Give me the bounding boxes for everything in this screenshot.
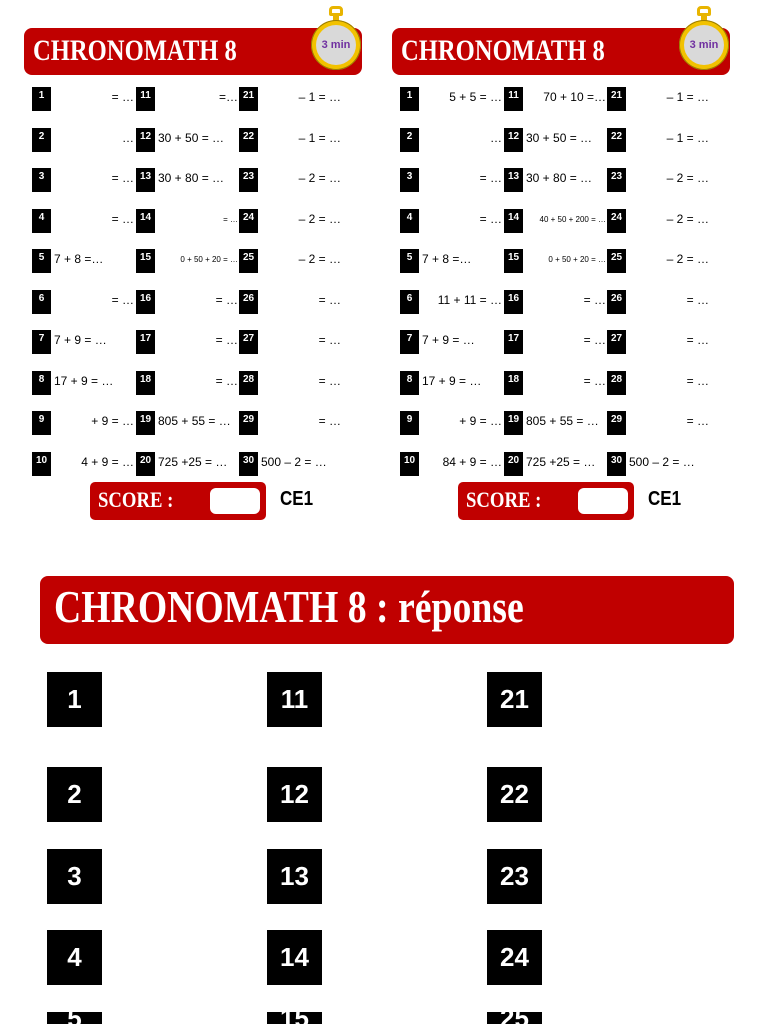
exercise-expression: = … [215, 333, 238, 347]
exercise-expression: = … [583, 333, 606, 347]
exercise-expression: 500 – 2 = … [261, 454, 327, 469]
exercise-number: 13 [136, 168, 155, 192]
answer-number-box: 11 [267, 672, 322, 727]
exercise-expression: = … [111, 292, 134, 307]
score-field[interactable] [578, 488, 628, 514]
exercise-expression: 11 + 11 = … [437, 292, 502, 307]
exercise-expression: 84 + 9 = … [442, 454, 502, 469]
score-label: SCORE : [98, 487, 174, 512]
exercise-number: 21 [607, 87, 626, 111]
exercise-expression: 7 + 9 = … [422, 333, 475, 347]
exercise-expression: = … [479, 171, 502, 185]
answer-number-box: 21 [487, 672, 542, 727]
exercise-number: 4 [400, 209, 419, 233]
exercise-expression: – 2 = … [298, 211, 341, 226]
exercise-expression: = … [111, 171, 134, 185]
exercise-expression: – 1 = … [298, 130, 341, 145]
exercise-expression: = … [686, 333, 709, 347]
exercise-number: 14 [504, 209, 523, 233]
exercise-number: 9 [400, 411, 419, 435]
answer-number-box: 5 [47, 1012, 102, 1024]
exercise-number: 8 [32, 371, 51, 395]
exercise-number: 10 [400, 452, 419, 476]
exercise-number: 10 [32, 452, 51, 476]
exercise-number: 19 [136, 411, 155, 435]
exercise-number: 3 [32, 168, 51, 192]
stopwatch-icon [310, 6, 364, 78]
exercise-number: 23 [239, 168, 258, 192]
exercise-expression: – 1 = … [666, 130, 709, 145]
exercise-number: 14 [136, 209, 155, 233]
exercise-expression: = … [318, 373, 341, 388]
exercise-expression: – 1 = … [666, 90, 709, 104]
exercise-expression: 17 + 9 = … [422, 373, 482, 388]
exercise-expression: 17 + 9 = … [54, 373, 114, 388]
answer-number-box: 2 [47, 767, 102, 822]
exercise-expression: 7 + 9 = … [54, 333, 107, 347]
exercise-expression: + 9 = … [91, 414, 134, 428]
worksheet-title: CHRONOMATH 8 [33, 34, 237, 67]
exercise-number: 13 [504, 168, 523, 192]
exercise-number: 18 [504, 371, 523, 395]
worksheet-left [22, 0, 392, 530]
exercise-expression: = … [686, 373, 709, 388]
answer-title: CHRONOMATH 8 : réponse [54, 581, 524, 632]
exercise-expression: 725 +25 = … [158, 454, 228, 469]
score-field[interactable] [210, 488, 260, 514]
exercise-number: 26 [239, 290, 258, 314]
stopwatch-icon [678, 6, 732, 78]
exercise-expression: =… [218, 90, 238, 104]
exercise-expression: … [122, 130, 134, 145]
exercise-number: 3 [400, 168, 419, 192]
exercise-number: 28 [239, 371, 258, 395]
exercise-expression: 30 + 50 = … [158, 130, 225, 145]
worksheet-title: CHRONOMATH 8 [401, 34, 605, 67]
exercise-expression: 70 + 10 =… [543, 90, 606, 104]
exercise-number: 22 [607, 128, 626, 152]
exercise-number: 18 [136, 371, 155, 395]
exercise-number: 2 [32, 128, 51, 152]
exercise-number: 7 [400, 330, 419, 354]
exercise-expression: = … [111, 90, 134, 104]
answer-number-box: 23 [487, 849, 542, 904]
exercise-number: 16 [504, 290, 523, 314]
exercise-expression: 805 + 55 = … [526, 414, 599, 428]
exercise-expression: … [490, 130, 502, 145]
exercise-expression: 5 + 5 = … [449, 90, 502, 104]
exercise-number: 29 [239, 411, 258, 435]
exercise-number: 6 [400, 290, 419, 314]
exercise-number: 7 [32, 330, 51, 354]
answer-number-box: 25 [487, 1012, 542, 1024]
exercise-expression: 40 + 50 + 200 = … [539, 214, 606, 224]
exercise-expression: – 2 = … [298, 252, 341, 266]
exercise-expression: 7 + 8 =… [422, 252, 472, 266]
answer-number-box: 13 [267, 849, 322, 904]
exercise-number: 5 [400, 249, 419, 273]
timer-label: 3 min [321, 39, 351, 51]
timer-label: 3 min [689, 39, 719, 51]
exercise-expression: 0 + 50 + 20 = … [548, 255, 606, 264]
answer-number-box: 15 [267, 1012, 322, 1024]
exercise-expression: 30 + 80 = … [526, 171, 593, 185]
exercise-number: 5 [32, 249, 51, 273]
exercise-expression: 7 + 8 =… [54, 252, 104, 266]
exercise-number: 25 [239, 249, 258, 273]
exercise-number: 12 [504, 128, 523, 152]
exercise-number: 20 [504, 452, 523, 476]
exercise-number: 17 [136, 330, 155, 354]
answer-number-box: 24 [487, 930, 542, 985]
exercise-number: 26 [607, 290, 626, 314]
exercise-expression: 4 + 9 = … [81, 454, 134, 469]
level-label: CE1 [280, 488, 314, 510]
exercise-number: 11 [504, 87, 523, 111]
score-box [90, 482, 266, 520]
exercise-number: 30 [239, 452, 258, 476]
answer-number-box: 22 [487, 767, 542, 822]
exercise-expression: 805 + 55 = … [158, 414, 231, 428]
exercise-expression: 30 + 50 = … [526, 130, 593, 145]
exercise-number: 1 [32, 87, 51, 111]
exercise-number: 27 [239, 330, 258, 354]
exercise-number: 30 [607, 452, 626, 476]
answer-number-box: 14 [267, 930, 322, 985]
score-box [458, 482, 634, 520]
exercise-number: 23 [607, 168, 626, 192]
exercise-expression: 30 + 80 = … [158, 171, 225, 185]
exercise-expression: = … [583, 373, 606, 388]
answer-number-box: 1 [47, 672, 102, 727]
exercise-number: 12 [136, 128, 155, 152]
exercise-expression: = … [223, 214, 238, 224]
exercise-number: 8 [400, 371, 419, 395]
worksheet-right [390, 0, 760, 530]
exercise-number: 15 [136, 249, 155, 273]
exercise-expression: = … [318, 292, 341, 307]
exercise-number: 20 [136, 452, 155, 476]
exercise-expression: = … [318, 333, 341, 347]
exercise-number: 25 [607, 249, 626, 273]
exercise-number: 22 [239, 128, 258, 152]
exercise-number: 9 [32, 411, 51, 435]
exercise-expression: = … [215, 373, 238, 388]
exercise-number: 16 [136, 290, 155, 314]
exercise-number: 19 [504, 411, 523, 435]
exercise-expression: – 2 = … [666, 211, 709, 226]
exercise-expression: 500 – 2 = … [629, 454, 695, 469]
answer-number-box: 12 [267, 767, 322, 822]
exercise-number: 27 [607, 330, 626, 354]
exercise-number: 4 [32, 209, 51, 233]
exercise-expression: – 2 = … [666, 171, 709, 185]
exercise-expression: = … [111, 211, 134, 226]
exercise-expression: = … [318, 414, 341, 428]
exercise-number: 11 [136, 87, 155, 111]
exercise-expression: = … [583, 292, 606, 307]
exercise-expression: = … [686, 292, 709, 307]
exercise-number: 2 [400, 128, 419, 152]
exercise-number: 6 [32, 290, 51, 314]
answer-banner [40, 576, 734, 644]
exercise-expression: = … [686, 414, 709, 428]
exercise-number: 15 [504, 249, 523, 273]
score-label: SCORE : [466, 487, 542, 512]
exercise-expression: 0 + 50 + 20 = … [180, 255, 238, 264]
level-label: CE1 [648, 488, 682, 510]
exercise-number: 1 [400, 87, 419, 111]
exercise-expression: – 1 = … [298, 90, 341, 104]
exercise-number: 29 [607, 411, 626, 435]
exercise-number: 17 [504, 330, 523, 354]
exercise-expression: – 2 = … [298, 171, 341, 185]
exercise-expression: + 9 = … [459, 414, 502, 428]
exercise-expression: – 2 = … [666, 252, 709, 266]
exercise-number: 21 [239, 87, 258, 111]
exercise-expression: = … [479, 211, 502, 226]
exercise-number: 28 [607, 371, 626, 395]
exercise-expression: 725 +25 = … [526, 454, 596, 469]
answer-number-box: 4 [47, 930, 102, 985]
exercise-number: 24 [239, 209, 258, 233]
answer-number-box: 3 [47, 849, 102, 904]
exercise-number: 24 [607, 209, 626, 233]
exercise-expression: = … [215, 292, 238, 307]
